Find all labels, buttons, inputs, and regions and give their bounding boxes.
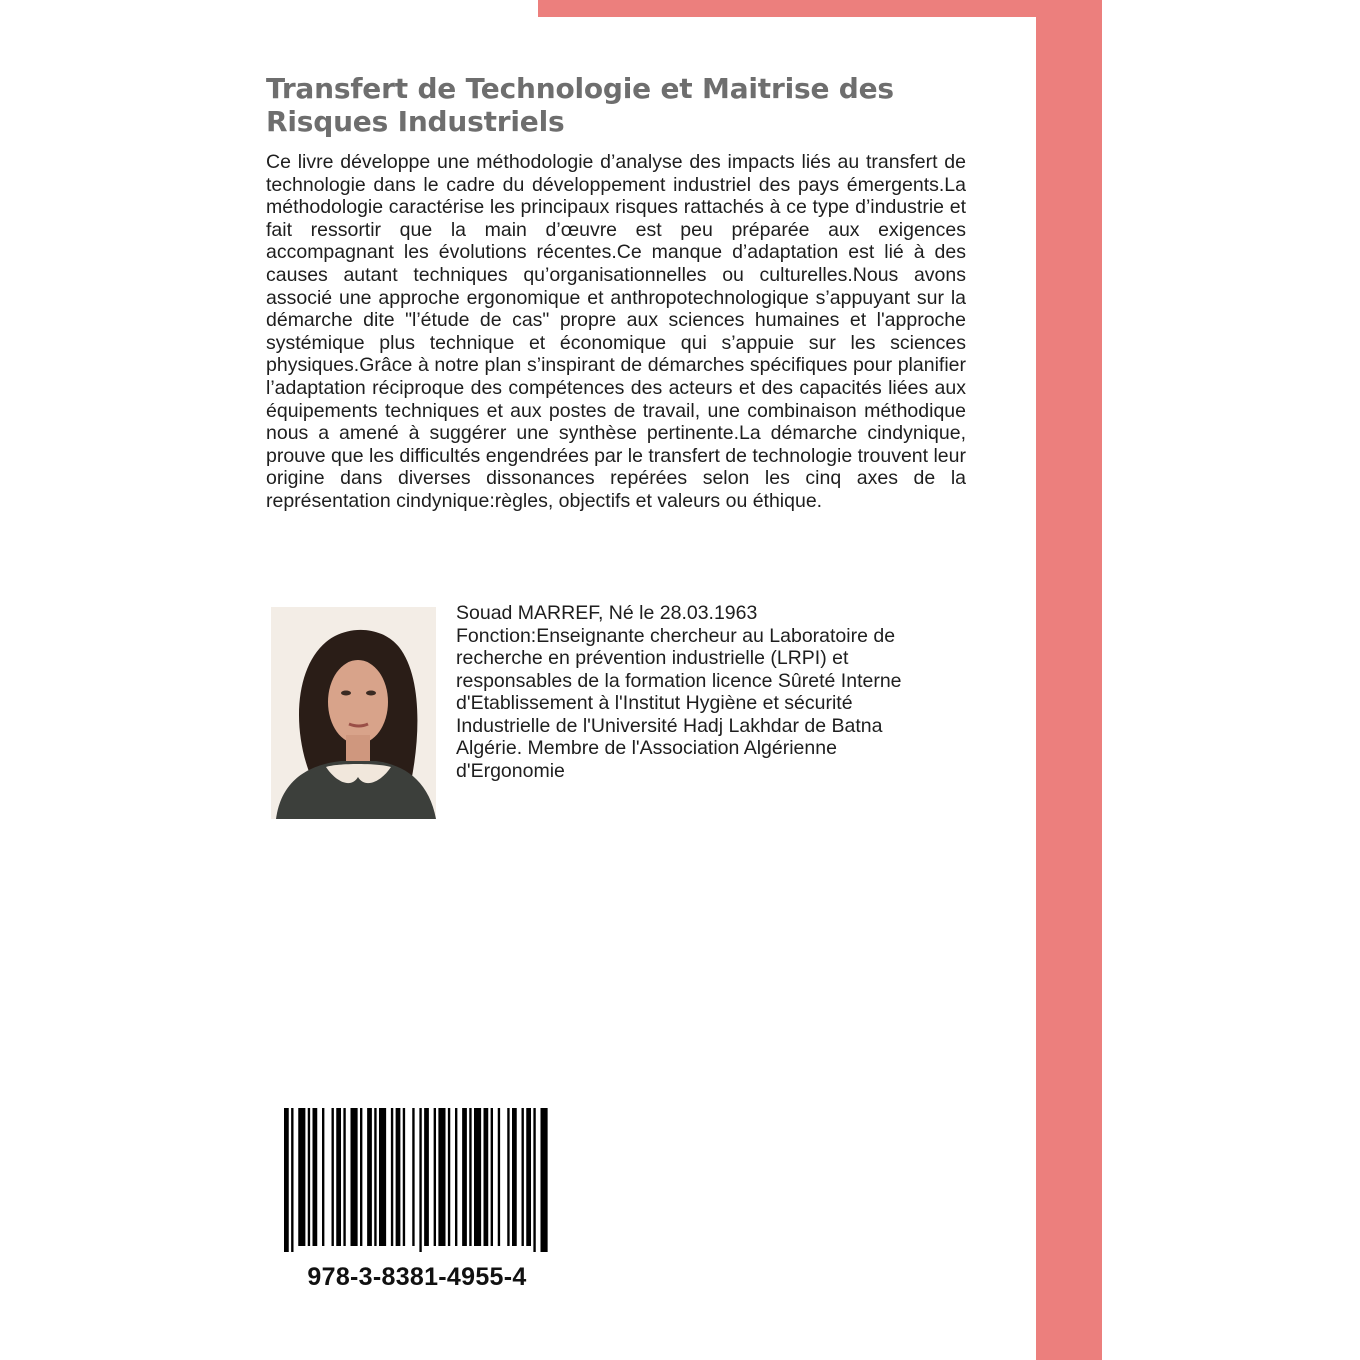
barcode-bar <box>343 1108 345 1246</box>
barcode-bar <box>291 1108 293 1252</box>
barcode-bar <box>351 1108 358 1246</box>
barcode-bar <box>391 1108 393 1246</box>
barcode-bar <box>424 1108 429 1246</box>
barcode-bar <box>469 1108 471 1246</box>
isbn-number: 978-3-8381-4955-4 <box>307 1263 527 1291</box>
barcode-bar <box>396 1108 401 1246</box>
barcode-bar <box>474 1108 481 1246</box>
barcode-bar <box>322 1108 324 1246</box>
barcode-bar <box>434 1108 436 1246</box>
barcode-bar <box>367 1108 372 1246</box>
barcode-bar <box>298 1108 305 1246</box>
barcode-bar <box>412 1108 414 1246</box>
barcode-bar <box>374 1108 376 1246</box>
barcode-bar <box>491 1108 493 1246</box>
author-bio-line: d'Etablissement à l'Institut Hygiène et sécurité <box>456 692 853 714</box>
barcode-bar <box>541 1108 548 1252</box>
author-bio <box>456 602 956 782</box>
barcode-bar <box>332 1108 334 1246</box>
barcode-bar <box>403 1108 405 1246</box>
author-photo <box>271 607 436 819</box>
author-bio-line: Fonction:Enseignante chercheur au Laboratoire de <box>456 624 896 647</box>
author-bio-line: responsables de la formation licence Sûreté Interne <box>456 669 902 692</box>
barcode-bar <box>462 1108 467 1246</box>
isbn-barcode <box>284 1108 550 1252</box>
barcode-bar <box>313 1108 318 1246</box>
author-bio-line: d'Ergonomie <box>456 759 565 782</box>
book-title: Transfert de Technologie et Maitrise des Risques Industriels <box>266 72 894 138</box>
author-bio-line: Algérie. Membre de l'Association Algérienne <box>456 737 837 759</box>
barcode-bar <box>419 1108 421 1252</box>
barcode-bar <box>284 1108 289 1252</box>
barcode-bar <box>379 1108 386 1246</box>
barcode-bar <box>336 1108 341 1246</box>
cover-accent-spine-band <box>1036 0 1102 1360</box>
barcode-bar <box>498 1108 500 1246</box>
barcode-bar <box>507 1108 509 1246</box>
barcode-bar <box>438 1108 445 1246</box>
cover-accent-top-band <box>538 0 1102 17</box>
barcode-bar <box>512 1108 517 1246</box>
barcode-bar <box>308 1108 310 1246</box>
barcode-bar <box>484 1108 489 1246</box>
barcode-bar <box>533 1108 535 1252</box>
author-bio-line: Souad MARREF, Né le 28.03.1963 <box>456 602 758 624</box>
barcode-bar <box>522 1108 524 1246</box>
author-bio-line: recherche en prévention industrielle (LRPI) et <box>456 647 849 669</box>
barcode-bar <box>526 1108 531 1246</box>
barcode-bar <box>448 1108 450 1246</box>
barcode-bar <box>455 1108 457 1246</box>
author-bio-line: Industrielle de l'Université Hadj Lakhdar de Batna <box>456 714 883 737</box>
book-description: Ce livre développe une méthodologie d’analyse des impacts liés au transfert de technologie dans le cadre du développement industriel des pays émergents.La méthodologie caractérise les principaux risques rattachés à ce type d’industrie et fait ressortir que la main d’œuvre est peu préparée aux exigences accompagnant les évolutions récentes.Ce manque d’adaptation est lié à des causes autant techniques qu’organisationnelles ou culturelles.Nous avons associé une approche ergonomique et anthropotechnologique s’appuyant sur la démarche dite "l’étude de cas" propre aux sciences humaines et l'approche systémique plus technique et économique qui s’appuie sur les sciences physiques.Grâce à notre plan s’inspirant de démarches spécifiques pour planifier l’adaptation réciproque des compétences des acteurs et des capacités liées aux équipements techniques et aux postes de travail, une combinaison méthodique nous a amené à suggérer une synthèse pertinente.La démarche cindynique, prouve que les difficultés engendrées par le transfert de technologie trouvent leur origine dans diverses dissonances repérées selon les cinq axes de la représentation cindynique:règles, objectifs et valeurs ou éthique. <box>266 151 966 512</box>
barcode-bar <box>360 1108 362 1246</box>
